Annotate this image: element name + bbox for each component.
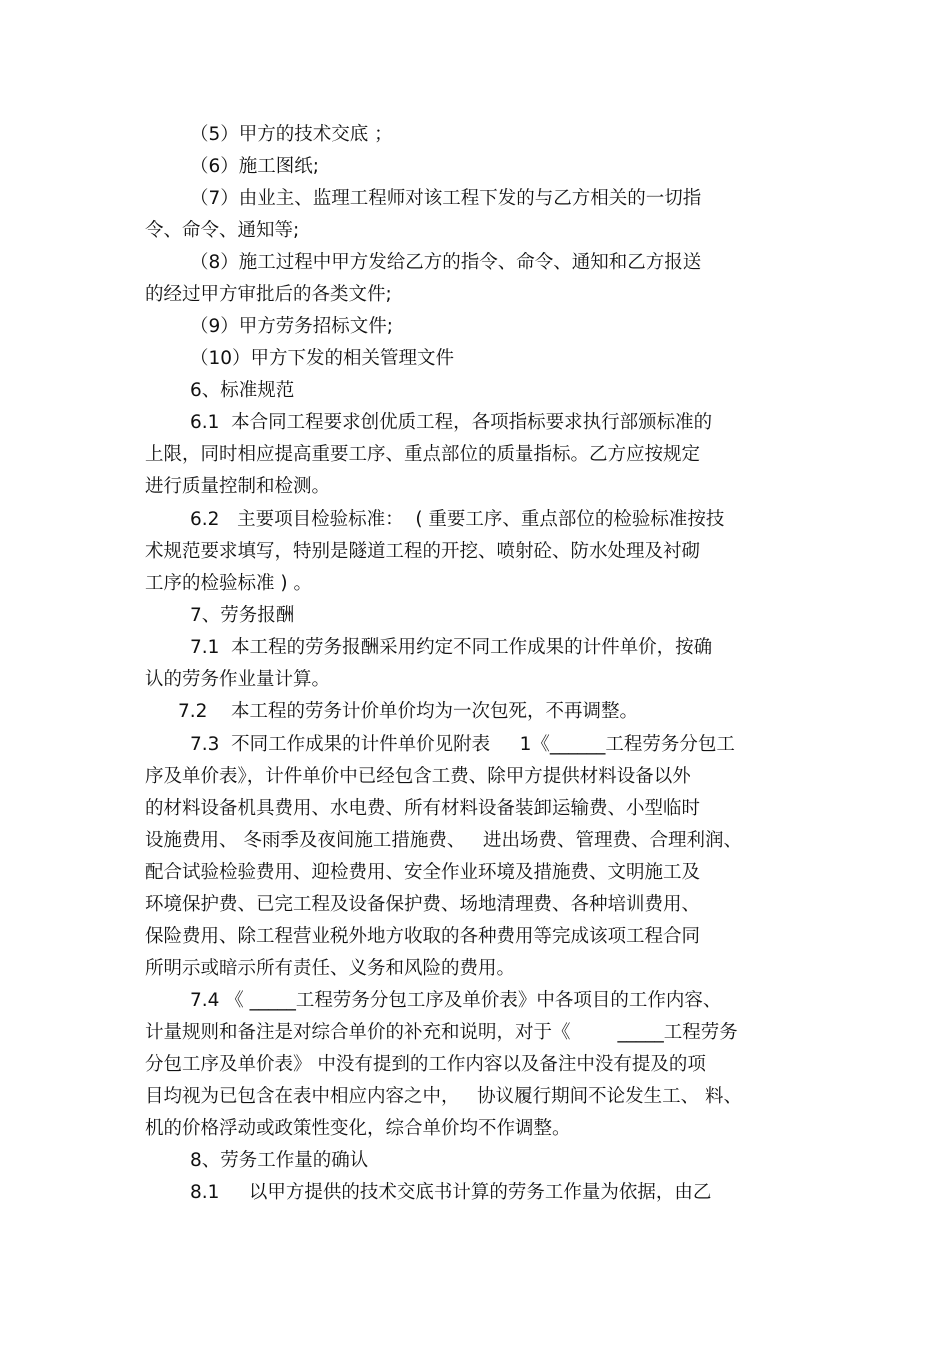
- paragraph-line: 8.1 以甲方提供的技术交底书计算的劳务工作量为依据，由乙: [190, 1182, 712, 1203]
- list-item-7-cont: 令、命令、通知等;: [145, 220, 300, 241]
- paragraph-line: 机的价格浮动或政策性变化，综合单价均不作调整。: [145, 1118, 571, 1139]
- paragraph-line: 7.4 《 _____工程劳务分包工序及单价表》中各项目的工作内容、: [190, 990, 722, 1011]
- paragraph-line: 7.3 不同工作成果的计件单价见附表 1《______工程劳务分包工: [190, 734, 735, 755]
- paragraph-line: 设施费用、 冬雨季及夜间施工措施费、 进出场费、管理费、合理利润、: [145, 830, 743, 851]
- paragraph-line: 的材料设备机具费用、水电费、所有材料设备装卸运输费、小型临时: [145, 798, 701, 819]
- paragraph-line: 认的劳务作业量计算。: [145, 669, 331, 690]
- paragraph-line: 分包工序及单价表》 中没有提到的工作内容以及备注中没有提及的项: [145, 1054, 706, 1075]
- list-item-7: （7）由业主、监理工程师对该工程下发的与乙方相关的一切指: [190, 188, 702, 209]
- paragraph-line: 环境保护费、已完工程及设备保护费、场地清理费、各种培训费用、: [145, 894, 701, 915]
- section-heading-6: 6、标准规范: [190, 380, 295, 401]
- paragraph-line: 7.1 本工程的劳务报酬采用约定不同工作成果的计件单价，按确: [190, 637, 713, 658]
- list-item-6: （6）施工图纸;: [190, 156, 320, 177]
- paragraph-line: 配合试验检验费用、迎检费用、安全作业环境及措施费、文明施工及: [145, 862, 701, 883]
- paragraph-line: 序及单价表》，计件单价中已经包含工费、除甲方提供材料设备以外: [145, 766, 691, 787]
- paragraph-line: 目均视为已包含在表中相应内容之中， 协议履行期间不论发生工、 料、: [145, 1086, 743, 1107]
- paragraph-line: 术规范要求填写，特别是隧道工程的开挖、喷射砼、防水处理及衬砌: [145, 541, 701, 562]
- list-item-10: （10）甲方下发的相关管理文件: [190, 348, 455, 369]
- paragraph-line: 保险费用、除工程营业税外地方收取的各种费用等完成该项工程合同: [145, 926, 701, 947]
- section-heading-8: 8、劳务工作量的确认: [190, 1150, 369, 1171]
- list-item-9: （9）甲方劳务招标文件;: [190, 316, 394, 337]
- section-heading-7: 7、劳务报酬: [190, 605, 295, 626]
- paragraph-line: 工序的检验标准 ) 。: [145, 573, 312, 594]
- paragraph-line: 6.1 本合同工程要求创优质工程，各项指标要求执行部颁标准的: [190, 412, 713, 433]
- paragraph-line: 6.2 主要项目检验标准： ( 重要工序、重点部位的检验标准按技: [190, 509, 725, 530]
- list-item-5: （5）甲方的技术交底 ；: [190, 124, 393, 145]
- paragraph-line: 所明示或暗示所有责任、义务和风险的费用。: [145, 958, 516, 979]
- list-item-8-cont: 的经过甲方审批后的各类文件;: [145, 284, 392, 305]
- list-item-8: （8）施工过程中甲方发给乙方的指令、命令、通知和乙方报送: [190, 252, 702, 273]
- paragraph-line: 进行质量控制和检测。: [145, 476, 331, 497]
- paragraph-line: 上限，同时相应提高重要工序、重点部位的质量指标。乙方应按规定: [145, 444, 701, 465]
- paragraph-line: 计量规则和备注是对综合单价的补充和说明，对于《 _____工程劳务: [145, 1022, 738, 1043]
- paragraph-line: 7.2 本工程的劳务计价单价均为一次包死，不再调整。: [178, 701, 638, 722]
